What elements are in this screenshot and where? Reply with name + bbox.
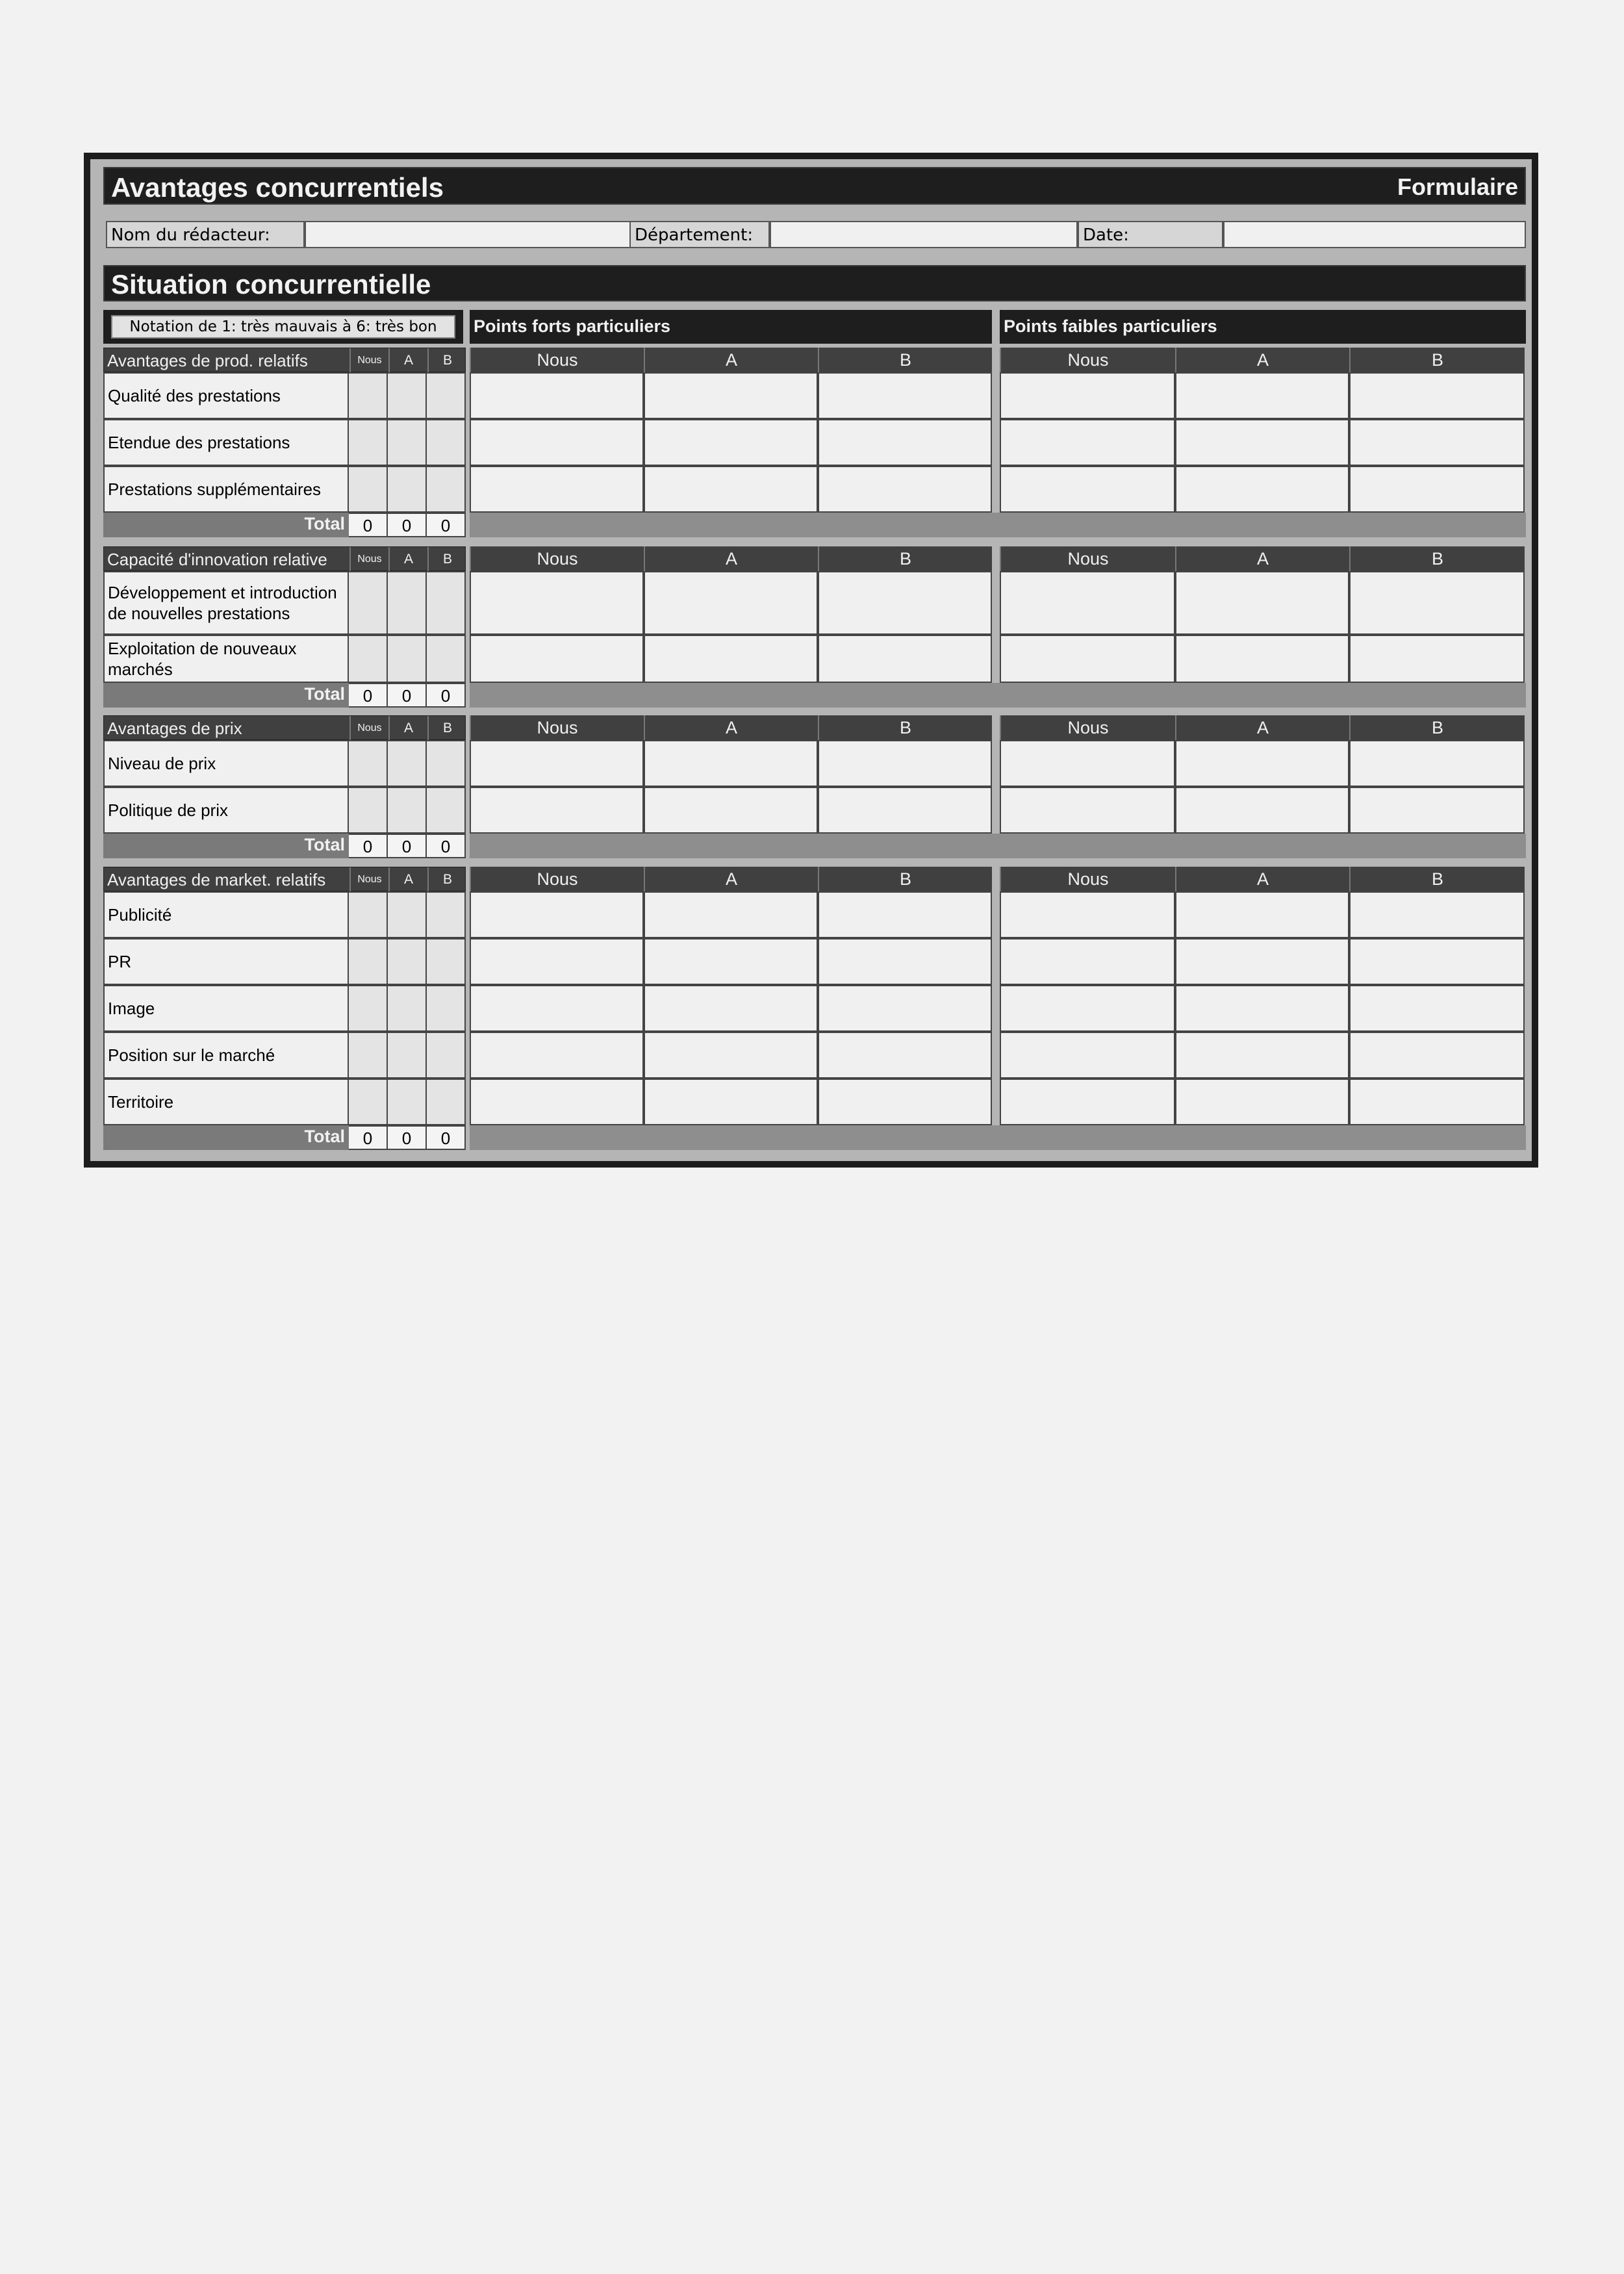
strength-input-nous[interactable] [470, 891, 644, 938]
strength-input-a[interactable] [644, 635, 818, 683]
score-header-nous: Nous [349, 348, 388, 373]
weakness-input-nous[interactable] [1000, 372, 1175, 419]
total-label: Total [304, 684, 345, 704]
form-frame [84, 153, 1538, 1168]
strength-input-nous[interactable] [470, 571, 644, 635]
strength-input-b[interactable] [818, 740, 992, 787]
criterion-label: PR [103, 938, 349, 985]
strength-input-b[interactable] [818, 571, 992, 635]
strength-input-b[interactable] [818, 938, 992, 985]
section-title-bar [103, 265, 1526, 301]
weakness-input-nous[interactable] [1000, 787, 1175, 834]
weaknesses-header-a: A [1175, 867, 1349, 891]
score-input-b[interactable] [427, 635, 466, 683]
strength-input-a[interactable] [644, 1032, 818, 1079]
strength-input-a[interactable] [644, 571, 818, 635]
score-input-b[interactable] [427, 787, 466, 834]
score-header-b: B [427, 867, 466, 892]
total-value-b: 0 [427, 683, 466, 708]
total-value-nous: 0 [349, 1125, 388, 1150]
strength-input-b[interactable] [818, 635, 992, 683]
total-label: Total [304, 835, 345, 854]
strength-input-a[interactable] [644, 985, 818, 1032]
weakness-input-b[interactable] [1349, 787, 1525, 834]
strength-input-nous[interactable] [470, 419, 644, 466]
criterion-label: Prestations supplémentaires [103, 466, 349, 513]
weakness-input-b[interactable] [1349, 466, 1525, 513]
strength-input-nous[interactable] [470, 466, 644, 513]
strength-input-a[interactable] [644, 938, 818, 985]
weakness-input-b[interactable] [1349, 372, 1525, 419]
total-value-a: 0 [388, 834, 427, 858]
department-label: Département: [629, 221, 770, 248]
score-input-a[interactable] [388, 466, 427, 513]
total-value-nous: 0 [349, 683, 388, 708]
criterion-label: Politique de prix [103, 787, 349, 834]
weakness-input-nous[interactable] [1000, 740, 1175, 787]
score-input-a[interactable] [388, 985, 427, 1032]
score-input-nous[interactable] [349, 740, 388, 787]
weakness-input-a[interactable] [1175, 419, 1349, 466]
weakness-input-a[interactable] [1175, 891, 1349, 938]
category-title: Avantages de prod. relatifs [107, 351, 308, 370]
score-input-a[interactable] [388, 787, 427, 834]
criterion-label: Position sur le marché [103, 1032, 349, 1079]
form-body [90, 159, 1532, 1161]
score-input-nous[interactable] [349, 571, 388, 635]
score-header-nous: Nous [349, 547, 388, 572]
total-value-b: 0 [427, 1125, 466, 1150]
weaknesses-header-b: B [1349, 867, 1525, 891]
weakness-input-a[interactable] [1175, 985, 1349, 1032]
weakness-input-nous[interactable] [1000, 466, 1175, 513]
weakness-input-a[interactable] [1175, 787, 1349, 834]
strengths-header-b: B [818, 867, 992, 891]
score-input-nous[interactable] [349, 466, 388, 513]
strength-input-b[interactable] [818, 891, 992, 938]
strengths-header-a: A [644, 867, 818, 891]
weakness-input-a[interactable] [1175, 466, 1349, 513]
score-header-a: A [388, 867, 427, 892]
weakness-input-a[interactable] [1175, 1079, 1349, 1125]
strengths-header-a: A [644, 546, 818, 571]
weaknesses-header-b: B [1349, 715, 1525, 740]
score-input-nous[interactable] [349, 891, 388, 938]
total-label: Total [304, 514, 345, 533]
strength-input-nous[interactable] [470, 635, 644, 683]
total-spacer [470, 1125, 1526, 1150]
title-bar [103, 167, 1526, 205]
section-title: Situation concurrentielle [111, 269, 431, 300]
total-value-a: 0 [388, 683, 427, 708]
weakness-input-a[interactable] [1175, 372, 1349, 419]
weakness-input-b[interactable] [1349, 419, 1525, 466]
total-value-nous: 0 [349, 834, 388, 858]
score-header-nous: Nous [349, 867, 388, 892]
total-bar [103, 513, 349, 537]
weakness-input-a[interactable] [1175, 1032, 1349, 1079]
weaknesses-header-a: A [1175, 546, 1349, 571]
total-value-b: 0 [427, 834, 466, 858]
weakness-input-b[interactable] [1349, 740, 1525, 787]
score-input-b[interactable] [427, 1032, 466, 1079]
criterion-label: Développement et introduction de nouvelles prestations [103, 571, 349, 635]
category-header [103, 348, 466, 372]
category-header [103, 867, 466, 891]
weakness-input-nous[interactable] [1000, 1032, 1175, 1079]
score-header-a: A [388, 547, 427, 572]
category-header [103, 546, 466, 571]
rating-note-box [103, 310, 463, 344]
score-input-nous[interactable] [349, 419, 388, 466]
strength-input-a[interactable] [644, 372, 818, 419]
weakness-input-nous[interactable] [1000, 985, 1175, 1032]
score-input-b[interactable] [427, 985, 466, 1032]
weakness-input-a[interactable] [1175, 635, 1349, 683]
weakness-input-nous[interactable] [1000, 1079, 1175, 1125]
score-input-b[interactable] [427, 419, 466, 466]
weaknesses-header-nous: Nous [1000, 348, 1175, 372]
weakness-input-nous[interactable] [1000, 891, 1175, 938]
weakness-input-nous[interactable] [1000, 635, 1175, 683]
score-input-a[interactable] [388, 938, 427, 985]
score-input-nous[interactable] [349, 635, 388, 683]
score-input-b[interactable] [427, 938, 466, 985]
page-title: Avantages concurrentiels [111, 172, 444, 203]
criterion-label: Etendue des prestations [103, 419, 349, 466]
rating-note: Notation de 1: très mauvais à 6: très bon [111, 315, 455, 339]
strengths-title: Points forts particuliers [470, 310, 992, 344]
category-title: Avantages de market. relatifs [107, 870, 326, 889]
strength-input-b[interactable] [818, 466, 992, 513]
strengths-header-b: B [818, 715, 992, 740]
score-input-a[interactable] [388, 740, 427, 787]
author-field[interactable] [305, 221, 633, 248]
total-value-b: 0 [427, 513, 466, 537]
strengths-header-b: B [818, 546, 992, 571]
score-input-a[interactable] [388, 372, 427, 419]
strength-input-b[interactable] [818, 985, 992, 1032]
criterion-label: Publicité [103, 891, 349, 938]
strength-input-nous[interactable] [470, 938, 644, 985]
strengths-header-nous: Nous [470, 715, 644, 740]
score-input-nous[interactable] [349, 938, 388, 985]
strength-input-a[interactable] [644, 466, 818, 513]
department-field[interactable] [770, 221, 1078, 248]
score-input-nous[interactable] [349, 1079, 388, 1125]
score-input-b[interactable] [427, 571, 466, 635]
strength-input-nous[interactable] [470, 985, 644, 1032]
total-bar [103, 1125, 349, 1150]
score-header-b: B [427, 716, 466, 741]
strength-input-b[interactable] [818, 787, 992, 834]
weaknesses-header-b: B [1349, 348, 1525, 372]
score-input-nous[interactable] [349, 787, 388, 834]
total-label: Total [304, 1127, 345, 1146]
strength-input-b[interactable] [818, 1079, 992, 1125]
strengths-header-a: A [644, 348, 818, 372]
score-input-b[interactable] [427, 372, 466, 419]
score-header-nous: Nous [349, 716, 388, 741]
weaknesses-title: Points faibles particuliers [1000, 310, 1526, 344]
date-label: Date: [1078, 221, 1223, 248]
weaknesses-header-nous: Nous [1000, 715, 1175, 740]
weaknesses-header-b: B [1349, 546, 1525, 571]
criterion-label: Territoire [103, 1079, 349, 1125]
strength-input-a[interactable] [644, 787, 818, 834]
score-input-b[interactable] [427, 740, 466, 787]
score-input-a[interactable] [388, 1079, 427, 1125]
strengths-header-nous: Nous [470, 546, 644, 571]
weakness-input-b[interactable] [1349, 985, 1525, 1032]
weakness-input-b[interactable] [1349, 1079, 1525, 1125]
total-value-a: 0 [388, 513, 427, 537]
weakness-input-nous[interactable] [1000, 938, 1175, 985]
strength-input-b[interactable] [818, 419, 992, 466]
total-bar [103, 683, 349, 708]
total-value-a: 0 [388, 1125, 427, 1150]
strength-input-b[interactable] [818, 372, 992, 419]
total-spacer [470, 683, 1526, 708]
criterion-label: Niveau de prix [103, 740, 349, 787]
score-input-nous[interactable] [349, 985, 388, 1032]
date-field[interactable] [1223, 221, 1526, 248]
score-input-a[interactable] [388, 571, 427, 635]
criterion-label: Qualité des prestations [103, 372, 349, 419]
strength-input-nous[interactable] [470, 787, 644, 834]
total-bar [103, 834, 349, 858]
total-spacer [470, 513, 1526, 537]
score-input-a[interactable] [388, 635, 427, 683]
weaknesses-header-a: A [1175, 715, 1349, 740]
strength-input-a[interactable] [644, 419, 818, 466]
criterion-label: Image [103, 985, 349, 1032]
category-header [103, 715, 466, 740]
score-header-a: A [388, 716, 427, 741]
strengths-header-a: A [644, 715, 818, 740]
strength-input-nous[interactable] [470, 1079, 644, 1125]
strength-input-a[interactable] [644, 1079, 818, 1125]
score-header-b: B [427, 547, 466, 572]
weaknesses-header-a: A [1175, 348, 1349, 372]
score-input-a[interactable] [388, 891, 427, 938]
strengths-header-nous: Nous [470, 867, 644, 891]
weakness-input-nous[interactable] [1000, 571, 1175, 635]
score-input-b[interactable] [427, 891, 466, 938]
strength-input-b[interactable] [818, 1032, 992, 1079]
weakness-input-b[interactable] [1349, 1032, 1525, 1079]
form-label: Formulaire [1397, 173, 1518, 200]
score-input-nous[interactable] [349, 372, 388, 419]
weakness-input-a[interactable] [1175, 740, 1349, 787]
weakness-input-b[interactable] [1349, 938, 1525, 985]
strength-input-nous[interactable] [470, 372, 644, 419]
score-input-b[interactable] [427, 1079, 466, 1125]
author-label: Nom du rédacteur: [106, 221, 305, 248]
score-input-a[interactable] [388, 419, 427, 466]
score-input-a[interactable] [388, 1032, 427, 1079]
category-title: Avantages de prix [107, 719, 242, 738]
criterion-label: Exploitation de nouveaux marchés [103, 635, 349, 683]
weakness-input-b[interactable] [1349, 571, 1525, 635]
weakness-input-b[interactable] [1349, 891, 1525, 938]
weakness-input-nous[interactable] [1000, 419, 1175, 466]
weakness-input-b[interactable] [1349, 635, 1525, 683]
strengths-header-nous: Nous [470, 348, 644, 372]
weaknesses-header-nous: Nous [1000, 867, 1175, 891]
score-header-a: A [388, 348, 427, 373]
weakness-input-a[interactable] [1175, 571, 1349, 635]
strength-input-a[interactable] [644, 740, 818, 787]
strength-input-nous[interactable] [470, 1032, 644, 1079]
strength-input-a[interactable] [644, 891, 818, 938]
strengths-header-b: B [818, 348, 992, 372]
total-spacer [470, 834, 1526, 858]
total-value-nous: 0 [349, 513, 388, 537]
score-header-b: B [427, 348, 466, 373]
score-input-nous[interactable] [349, 1032, 388, 1079]
category-title: Capacité d'innovation relative [107, 550, 327, 569]
weakness-input-a[interactable] [1175, 938, 1349, 985]
weaknesses-header-nous: Nous [1000, 546, 1175, 571]
strength-input-nous[interactable] [470, 740, 644, 787]
score-input-b[interactable] [427, 466, 466, 513]
